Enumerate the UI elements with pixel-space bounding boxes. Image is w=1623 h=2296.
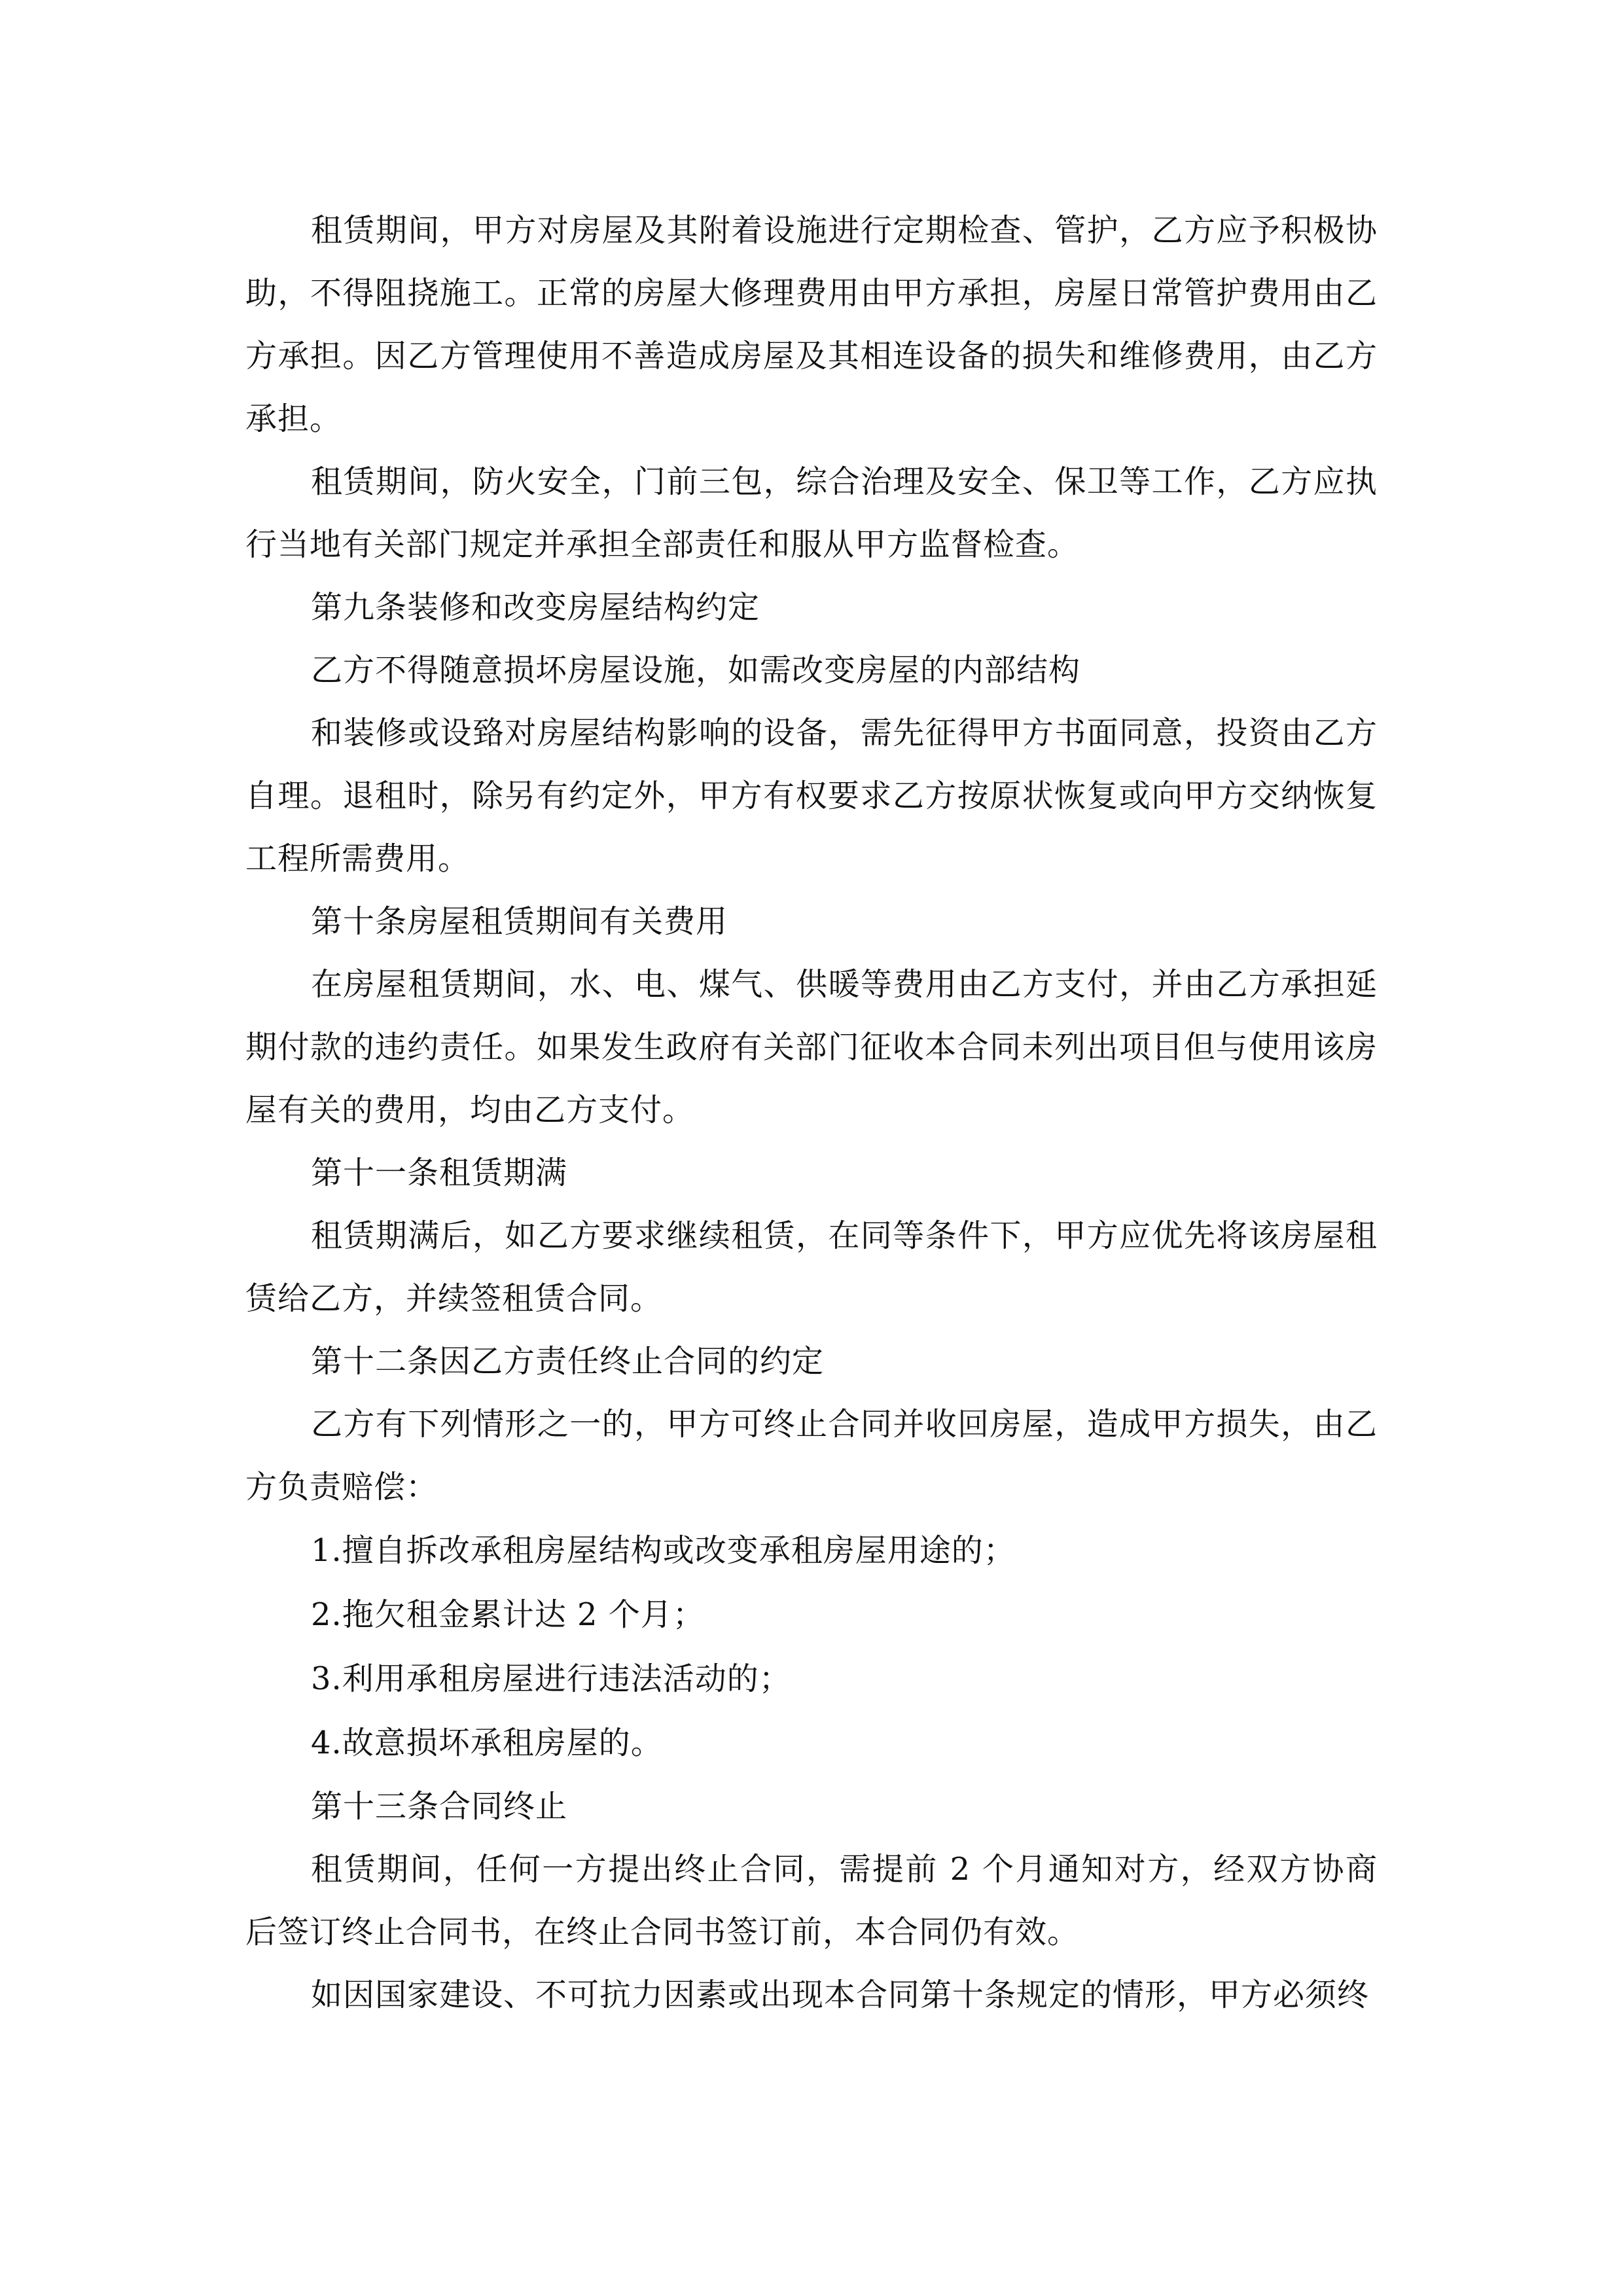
paragraph-utility-fees: 在房屋租赁期间，水、电、煤气、供暖等费用由乙方支付，并由乙方承担延期付款的违约责任。如果发生政府有关部门征收本合同未列出项目但与使用该房屋有关的费用，均由乙方支付。	[245, 966, 1378, 1128]
paragraph-no-damage: 乙方不得随意损坏房屋设施，如需改变房屋的内部结构	[311, 652, 1081, 689]
heading-article-13: 第十三条合同终止	[311, 1788, 568, 1825]
list-item-4: 4.故意损坏承租房屋的。	[311, 1725, 663, 1761]
heading-article-11: 第十一条租赁期满	[311, 1155, 568, 1191]
document-body	[245, 199, 1378, 2026]
paragraph-maintenance: 租赁期间，甲方对房屋及其附着设施进行定期检查、管护，乙方应予积极协助，不得阻挠施工。正常的房屋大修理费用由甲方承担，房屋日常管护费用由乙方承担。因乙方管理使用不善造成房屋及其相连设备的损失和维修费用，由乙方承担。	[245, 212, 1378, 437]
paragraph-early-termination: 租赁期间，任何一方提出终止合同，需提前 2 个月通知对方，经双方协商后签订终止合同书，在终止合同书签订前，本合同仍有效。	[245, 1851, 1378, 1950]
heading-article-12: 第十二条因乙方责任终止合同的约定	[311, 1343, 825, 1380]
paragraph-force-majeure: 如因国家建设、不可抗力因素或出现本合同第十条规定的情形，甲方必须终	[311, 1977, 1370, 2013]
heading-article-9: 第九条装修和改变房屋结构约定	[311, 589, 760, 626]
list-item-1: 1.擅自拆改承租房屋结构或改变承租房屋用途的；	[311, 1532, 1016, 1569]
paragraph-termination-conditions: 乙方有下列情形之一的，甲方可终止合同并收回房屋，造成甲方损失，由乙方负责赔偿：	[245, 1406, 1378, 1505]
paragraph-lease-renewal: 租赁期满后，如乙方要求继续租赁，在同等条件下，甲方应优先将该房屋租赁给乙方，并续签租赁合同。	[245, 1217, 1378, 1317]
heading-article-10: 第十条房屋租赁期间有关费用	[311, 903, 728, 940]
list-item-2: 2.拖欠租金累计达 2 个月；	[311, 1596, 705, 1633]
list-item-3: 3.利用承租房屋进行违法活动的；	[311, 1660, 791, 1697]
paragraph-fire-safety: 租赁期间，防火安全，门前三包，综合治理及安全、保卫等工作，乙方应执行当地有关部门规定并承担全部责任和服从甲方监督检查。	[245, 463, 1378, 563]
paragraph-renovation-consent: 和装修或设臵对房屋结构影响的设备，需先征得甲方书面同意，投资由乙方自理。退租时，除另有约定外，甲方有权要求乙方按原状恢复或向甲方交纳恢复工程所需费用。	[245, 715, 1378, 877]
